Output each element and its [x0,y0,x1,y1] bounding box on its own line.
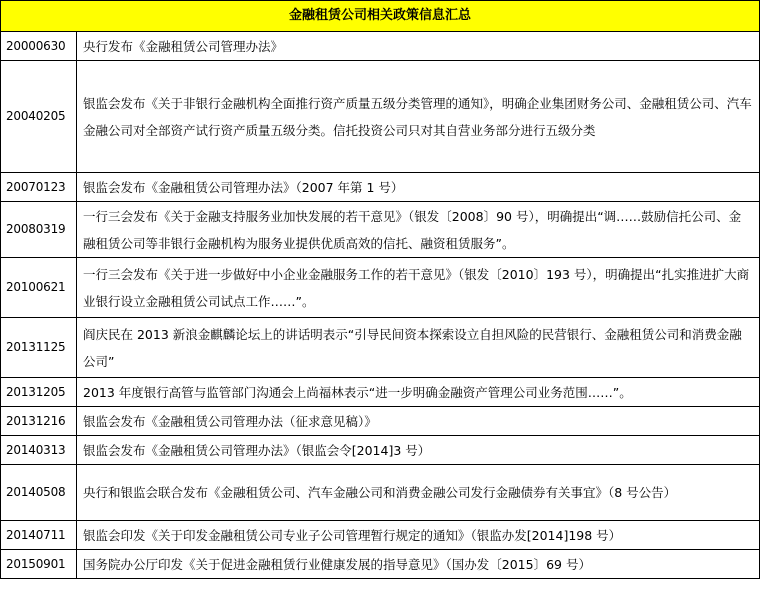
row-date: 20000630 [1,32,77,61]
row-date: 20140711 [1,521,77,550]
row-date: 20150901 [1,550,77,579]
row-text: 银监会印发《关于印发金融租赁公司专业子公司管理暂行规定的通知》（银监办发[2014]198 号） [77,521,760,550]
row-date: 20131216 [1,407,77,436]
table-row [1,173,760,202]
table-row [1,202,760,258]
row-date: 20131205 [1,378,77,407]
table-row [1,258,760,318]
table-row [1,436,760,465]
row-text: 银监会发布《金融租赁公司管理办法》（银监会令[2014]3 号） [77,436,760,465]
row-date: 20080319 [1,202,77,258]
row-date: 20100621 [1,258,77,318]
row-date: 20131125 [1,318,77,378]
table-row [1,378,760,407]
row-date: 20070123 [1,173,77,202]
table-header-row [1,1,760,32]
row-text: 央行和银监会联合发布《金融租赁公司、汽车金融公司和消费金融公司发行金融债券有关事宜》（8 号公告） [77,465,760,521]
row-text: 2013 年度银行高管与监管部门沟通会上尚福林表示“进一步明确金融资产管理公司业务范围……”。 [77,378,760,407]
row-text: 银监会发布《金融租赁公司管理办法（征求意见稿）》 [77,407,760,436]
table-row [1,550,760,579]
row-date: 20040205 [1,61,77,173]
row-text: 银监会发布《金融租赁公司管理办法》（2007 年第 1 号） [77,173,760,202]
table-row [1,521,760,550]
row-text: 国务院办公厅印发《关于促进金融租赁行业健康发展的指导意见》（国办发〔2015〕69 号） [77,550,760,579]
row-text: 央行发布《金融租赁公司管理办法》 [77,32,760,61]
table-row [1,318,760,378]
row-text: 一行三会发布《关于进一步做好中小企业金融服务工作的若干意见》（银发〔2010〕193 号），明确提出“扎实推进扩大商业银行设立金融租赁公司试点工作……”。 [77,258,760,318]
table-row [1,32,760,61]
row-text: 阎庆民在 2013 新浪金麒麟论坛上的讲话明表示“引导民间资本探索设立自担风险的民营银行、金融租赁公司和消费金融公司” [77,318,760,378]
row-text: 银监会发布《关于非银行金融机构全面推行资产质量五级分类管理的通知》，明确企业集团财务公司、金融租赁公司、汽车金融公司对全部资产试行资产质量五级分类。信托投资公司只对其自营业务部分进行五级分类 [77,61,760,173]
row-text: 一行三会发布《关于金融支持服务业加快发展的若干意见》（银发〔2008〕90 号），明确提出“调……鼓励信托公司、金融租赁公司等非银行金融机构为服务业提供优质高效的信托、融资租赁服务”。 [77,202,760,258]
row-date: 20140313 [1,436,77,465]
table-title: 金融租赁公司相关政策信息汇总 [1,1,760,32]
table-row [1,407,760,436]
table-row [1,61,760,173]
row-date: 20140508 [1,465,77,521]
table-row [1,465,760,521]
